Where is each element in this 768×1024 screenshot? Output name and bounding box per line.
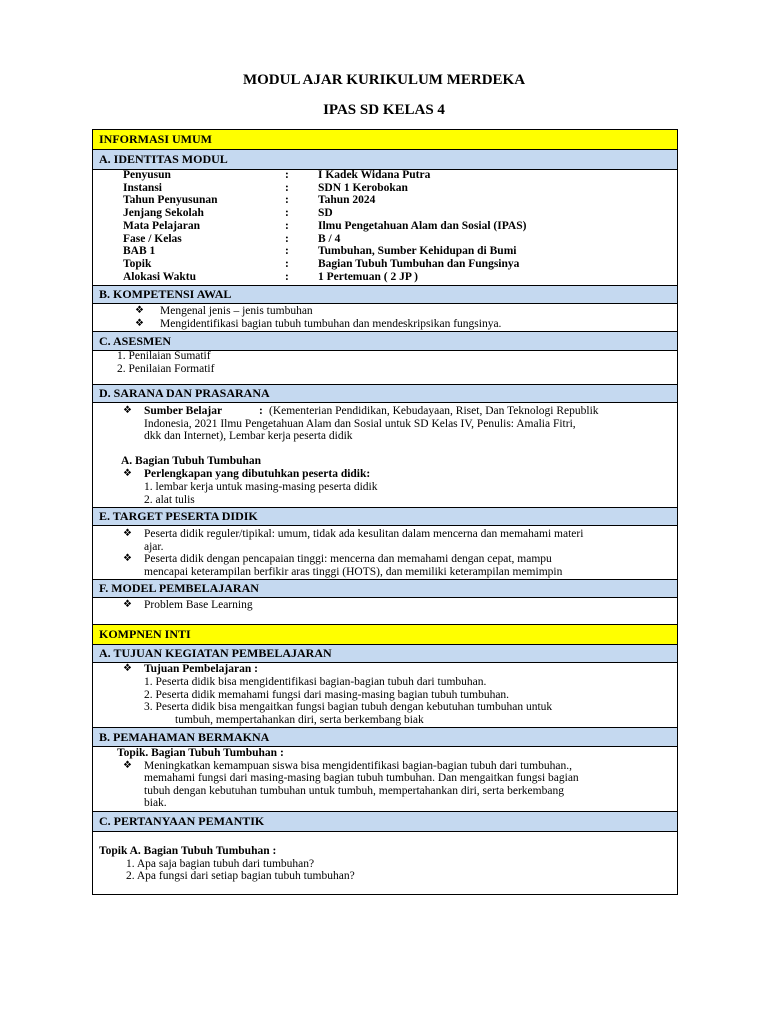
document-title: MODUL AJAR KURIKULUM MERDEKA — [242, 72, 526, 88]
row-label: Penyusun — [123, 169, 171, 181]
kompnen-inti-heading: KOMPNEN INTI — [93, 625, 677, 645]
row-value: Tahun 2024 — [318, 194, 376, 207]
row-value: I Kadek Widana Putra — [318, 169, 431, 181]
bullet-icon: ❖ — [123, 405, 132, 416]
kompetensi-heading: B. KOMPETENSI AWAL — [93, 286, 677, 304]
row-label: BAB 1 — [123, 245, 156, 258]
row-colon: : — [285, 194, 289, 207]
pemahaman-topik: Topik. Bagian Tubuh Tumbuhan : — [117, 747, 284, 759]
pertanyaan-topik: Topik A. Bagian Tubuh Tumbuhan : — [99, 845, 277, 857]
tujuan-heading: A. TUJUAN KEGIATAN PEMBELAJARAN — [93, 645, 677, 663]
row-colon: : — [285, 245, 289, 258]
bullet-icon: ❖ — [123, 759, 132, 771]
sarana-subheading: A. Bagian Tubuh Tumbuhan — [121, 455, 262, 467]
bullet-icon: ❖ — [123, 663, 132, 674]
row-colon: : — [285, 232, 289, 245]
model-heading: F. MODEL PEMBELAJARAN — [93, 580, 677, 598]
row-colon: : — [285, 169, 289, 181]
row-value: B / 4 — [318, 232, 341, 245]
pertanyaan-item: 1. Apa saja bagian tubuh dari tumbuhan? — [126, 857, 315, 870]
sumber-text: dkk dan Internet), Lembar kerja peserta didik — [144, 430, 353, 443]
row-colon: : — [285, 207, 289, 220]
asesmen-heading: C. ASESMEN — [93, 332, 677, 351]
row-label: Tahun Penyusunan — [123, 194, 218, 207]
kompetensi-item: Mengenal jenis – jenis tumbuhan — [160, 305, 313, 317]
bullet-icon: ❖ — [135, 305, 144, 316]
informasi-umum-heading: INFORMASI UMUM — [93, 130, 677, 150]
target-text: ajar. — [144, 540, 164, 553]
tujuan-item: 1. Peserta didik bisa mengidentifikasi bagian-bagian tubuh dari tumbuhan. — [144, 676, 487, 688]
row-value: Ilmu Pengetahuan Alam dan Sosial (IPAS) — [318, 219, 527, 232]
row-colon: : — [285, 270, 289, 283]
module-table — [92, 129, 678, 895]
row-value: Tumbuhan, Sumber Kehidupan di Bumi — [318, 245, 517, 258]
tujuan-item: 3. Peserta didik bisa mengaitkan fungsi bagian tubuh dengan kebutuhan tumbuhan untuk — [144, 701, 553, 714]
row-label: Alokasi Waktu — [123, 270, 196, 283]
tujuan-item: tumbuh, mempertahankan diri, serta berkembang biak — [175, 713, 424, 726]
document-subtitle: IPAS SD KELAS 4 — [323, 102, 445, 118]
row-label: Fase / Kelas — [123, 232, 182, 245]
asesmen-item: 1. Penilaian Sumatif — [117, 350, 211, 362]
row-value: SD — [318, 207, 333, 220]
bullet-icon: ❖ — [123, 599, 132, 610]
row-label: Instansi — [123, 181, 162, 194]
row-value: SDN 1 Kerobokan — [318, 181, 408, 194]
row-label: Topik — [123, 257, 152, 270]
target-heading: E. TARGET PESERTA DIDIK — [93, 508, 677, 526]
row-colon: : — [285, 257, 289, 270]
row-label: Jenjang Sekolah — [123, 207, 204, 220]
row-value: 1 Pertemuan ( 2 JP ) — [318, 270, 418, 283]
target-text: Peserta didik dengan pencapaian tinggi: mencerna dan memahami dengan cepat, mampu — [144, 553, 552, 566]
pemahaman-heading: B. PEMAHAMAN BERMAKNA — [93, 728, 677, 747]
pertanyaan-item: 2. Apa fungsi dari setiap bagian tubuh tumbuhan? — [126, 870, 355, 883]
perlengkapan-item: 2. alat tulis — [144, 494, 195, 506]
row-label: Mata Pelajaran — [123, 219, 200, 232]
bullet-icon: ❖ — [135, 318, 144, 329]
target-text: Peserta didik reguler/tipikal: umum, tidak ada kesulitan dalam mencerna dan memahami materi — [144, 528, 584, 540]
pemahaman-text: biak. — [144, 797, 167, 810]
sumber-text: Indonesia, 2021 Ilmu Pengetahuan Alam dan Sosial untuk SD Kelas IV, Penulis: Amalia Fitri, — [144, 417, 576, 430]
model-item: Problem Base Learning — [144, 599, 253, 611]
sumber-label: Sumber Belajar — [144, 405, 223, 417]
asesmen-item: 2. Penilaian Formatif — [117, 362, 215, 375]
tujuan-label: Tujuan Pembelajaran : — [144, 663, 258, 675]
sumber-text: (Kementerian Pendidikan, Kebudayaan, Riset, Dan Teknologi Republik — [269, 405, 599, 417]
perlengkapan-label: Perlengkapan yang dibutuhkan peserta didik: — [144, 468, 371, 480]
row-colon: : — [285, 181, 289, 194]
pemahaman-text: tubuh dengan kebutuhan tumbuhan untuk tumbuh, mempertahankan diri, serta berkembang — [144, 784, 564, 797]
row-value: Bagian Tubuh Tumbuhan dan Fungsinya — [318, 257, 520, 270]
kompetensi-item: Mengidentifikasi bagian tubuh tumbuhan dan mendeskripsikan fungsinya. — [160, 318, 502, 330]
pertanyaan-heading: C. PERTANYAAN PEMANTIK — [93, 812, 677, 832]
pemahaman-text: memahami fungsi dari masing-masing bagian tubuh tumbuhan. Dan mengaitkan fungsi bagian — [144, 772, 579, 785]
pemahaman-text: Meningkatkan kemampuan siswa bisa mengidentifikasi bagian-bagian tubuh dari tumbuhan., — [144, 759, 572, 772]
row-colon: : — [285, 219, 289, 232]
perlengkapan-item: 1. lembar kerja untuk masing-masing peserta didik — [144, 481, 378, 493]
identitas-heading: A. IDENTITAS MODUL — [93, 150, 677, 170]
bullet-icon: ❖ — [123, 468, 132, 479]
sumber-colon: : — [259, 405, 263, 417]
bullet-icon: ❖ — [123, 553, 132, 565]
tujuan-item: 2. Peserta didik memahami fungsi dari masing-masing bagian tubuh tumbuhan. — [144, 688, 510, 701]
target-text: mencapai keterampilan berfikir aras tinggi (HOTS), dan memiliki keterampilan memimpin — [144, 565, 563, 578]
sarana-heading: D. SARANA DAN PRASARANA — [93, 385, 677, 403]
bullet-icon: ❖ — [123, 528, 132, 539]
